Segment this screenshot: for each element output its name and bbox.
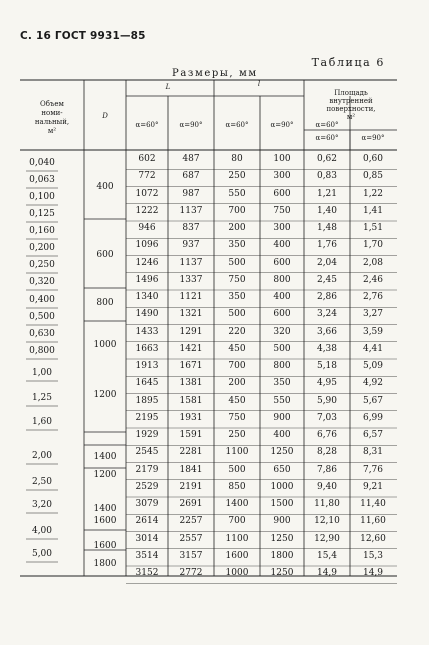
table-cell: 1321 xyxy=(179,309,203,320)
table-cell: 772 xyxy=(138,171,156,182)
header-area-line: Площадь xyxy=(334,89,368,97)
table-cell: 8,31 xyxy=(362,447,384,458)
table-cell: 1931 xyxy=(179,412,203,423)
table-cell: 800 xyxy=(273,361,291,371)
table-cell: 1,48 xyxy=(316,223,338,233)
diameter-cell: 800 xyxy=(96,298,114,308)
table-cell: 2257 xyxy=(179,516,203,527)
table-cell: 5,67 xyxy=(362,395,384,406)
table-cell: 7,03 xyxy=(316,412,338,423)
table-cell: 2281 xyxy=(179,447,203,458)
table-cell: 250 xyxy=(228,430,246,440)
table-cell: 2691 xyxy=(179,499,203,509)
header-area-line: поверхности, xyxy=(326,105,376,113)
table-cell: 1250 xyxy=(270,533,294,544)
volume-cell: 0,100 xyxy=(29,192,55,202)
table-cell: 1,22 xyxy=(362,188,384,199)
table-cell: 1645 xyxy=(135,378,159,389)
header-alpha60: α=60° xyxy=(135,121,159,129)
table-cell: 1433 xyxy=(135,326,159,337)
table-cell: 1137 xyxy=(179,205,203,216)
table-cell: 2614 xyxy=(135,516,159,527)
table-cell: 2,76 xyxy=(362,292,384,302)
table-cell: 2191 xyxy=(179,481,203,492)
table-cell: 3,27 xyxy=(362,309,384,320)
table-cell: 1000 xyxy=(270,481,294,492)
header-alpha90: α=90° xyxy=(270,121,294,129)
table-cell: 9,40 xyxy=(316,481,338,492)
table-cell: 450 xyxy=(228,395,246,406)
table-cell: 3,24 xyxy=(316,309,338,320)
table-cell: 1663 xyxy=(135,343,159,354)
header-volume-line: м² xyxy=(47,127,57,135)
table-cell: 4,38 xyxy=(316,343,338,354)
volume-cell: 0,160 xyxy=(29,226,55,236)
table-cell: 500 xyxy=(273,343,291,354)
table-cell: 1,76 xyxy=(316,240,338,251)
table-cell: 1929 xyxy=(135,430,159,440)
header-alpha60: α=60° xyxy=(315,121,339,129)
table-cell: 6,99 xyxy=(362,412,384,423)
table-cell: 2,08 xyxy=(362,257,384,268)
table-cell: 1246 xyxy=(135,257,159,268)
table-cell: 5,90 xyxy=(316,395,338,406)
header-volume-line: нальный, xyxy=(34,118,70,126)
header-volume-line: Объем xyxy=(40,100,64,108)
volume-cell: 1,25 xyxy=(31,393,53,403)
table-cell: 600 xyxy=(273,309,291,320)
volume-cell: 4,00 xyxy=(31,526,53,536)
table-cell: 300 xyxy=(273,171,291,182)
header-alpha60: α=60° xyxy=(225,121,249,129)
table-cell: 0,62 xyxy=(316,154,338,164)
table-cell: 3157 xyxy=(179,550,203,561)
table-cell: 850 xyxy=(228,481,246,492)
volume-cell: 0,320 xyxy=(29,277,55,287)
table-cell: 600 xyxy=(273,188,291,199)
volume-cell: 1,60 xyxy=(31,417,53,427)
table-title: Таблица 6 xyxy=(311,56,385,69)
table-cell: 12,10 xyxy=(314,516,340,527)
table-cell: 350 xyxy=(228,292,246,302)
table-cell: 5,09 xyxy=(362,361,384,371)
table-cell: 3014 xyxy=(135,533,159,544)
table-cell: 837 xyxy=(182,223,200,233)
header-l: l xyxy=(257,80,261,88)
table-cell: 750 xyxy=(228,412,246,423)
header-alpha90: α=90° xyxy=(179,121,203,129)
volume-cell: 1,00 xyxy=(31,368,53,378)
page-header: С. 16 ГОСТ 9931—85 xyxy=(20,30,146,42)
table-cell: 1100 xyxy=(225,447,249,458)
volume-cell: 2,50 xyxy=(31,477,53,487)
table-cell: 15,4 xyxy=(316,550,338,561)
table-cell: 600 xyxy=(273,257,291,268)
header-L: L xyxy=(165,83,171,91)
volume-cell: 0,500 xyxy=(29,312,55,322)
table-cell: 700 xyxy=(228,516,246,527)
table-cell: 320 xyxy=(273,326,291,337)
table-cell: 2,86 xyxy=(316,292,338,302)
table-cell: 400 xyxy=(273,292,291,302)
table-cell: 3514 xyxy=(135,550,159,561)
table-cell: 4,41 xyxy=(362,343,384,354)
table-cell: 200 xyxy=(228,378,246,389)
diameter-cell: 1800 xyxy=(93,559,117,569)
table-cell: 9,21 xyxy=(362,481,384,492)
volume-cell: 0,250 xyxy=(29,260,55,270)
table-cell: 1841 xyxy=(179,464,203,475)
header-area-line: м² xyxy=(346,113,356,121)
volume-cell: 0,063 xyxy=(29,175,55,185)
table-cell: 80 xyxy=(231,154,243,164)
table-cell: 7,86 xyxy=(316,464,338,475)
table-cell: 0,85 xyxy=(362,171,384,182)
table-cell: 1600 xyxy=(225,550,249,561)
table-cell: 1421 xyxy=(179,343,203,354)
diameter-cell: 1600 xyxy=(93,516,117,526)
table-cell: 14,9 xyxy=(362,568,384,578)
table-cell: 1913 xyxy=(135,361,159,371)
table-cell: 3,59 xyxy=(362,326,384,337)
table-cell: 1895 xyxy=(135,395,159,406)
table-cell: 1400 xyxy=(225,499,249,509)
table-cell: 4,92 xyxy=(362,378,384,389)
table-cell: 2195 xyxy=(135,412,159,423)
table-cell: 1381 xyxy=(179,378,203,389)
table-cell: 3152 xyxy=(135,568,159,578)
table-cell: 14,9 xyxy=(316,568,338,578)
volume-cell: 0,800 xyxy=(29,346,55,356)
table-cell: 6,76 xyxy=(316,430,338,440)
diameter-cell: 400 xyxy=(96,182,114,192)
table-cell: 500 xyxy=(228,464,246,475)
table-cell: 1340 xyxy=(135,292,159,302)
table-cell: 1581 xyxy=(179,395,203,406)
table-cell: 1,21 xyxy=(316,188,338,199)
table-cell: 8,28 xyxy=(316,447,338,458)
table-cell: 1490 xyxy=(135,309,159,320)
table-cell: 700 xyxy=(228,205,246,216)
table-cell: 500 xyxy=(228,309,246,320)
table-cell: 1250 xyxy=(270,447,294,458)
table-cell: 350 xyxy=(228,240,246,251)
table-cell: 1500 xyxy=(270,499,294,509)
volume-cell: 0,040 xyxy=(29,158,55,168)
header-alpha90: α=90° xyxy=(361,134,385,142)
table-cell: 3079 xyxy=(135,499,159,509)
volume-cell: 2,00 xyxy=(31,451,53,461)
table-cell: 11,60 xyxy=(360,516,386,527)
table-cell: 1291 xyxy=(179,326,203,337)
diameter-cell: 1400 xyxy=(93,504,117,514)
table-cell: 100 xyxy=(273,154,291,164)
table-cell: 1121 xyxy=(179,292,203,302)
table-cell: 937 xyxy=(182,240,200,251)
table-cell: 220 xyxy=(228,326,246,337)
table-cell: 1000 xyxy=(225,568,249,578)
volume-cell: 0,400 xyxy=(29,295,55,305)
table-cell: 487 xyxy=(182,154,200,164)
table-cell: 1,40 xyxy=(316,205,338,216)
table-cell: 700 xyxy=(228,361,246,371)
table-cell: 1137 xyxy=(179,257,203,268)
table-cell: 800 xyxy=(273,274,291,285)
volume-cell: 3,20 xyxy=(31,500,53,510)
table-cell: 400 xyxy=(273,430,291,440)
table-cell: 0,60 xyxy=(362,154,384,164)
table-cell: 4,95 xyxy=(316,378,338,389)
table-cell: 987 xyxy=(182,188,200,199)
table-cell: 2,45 xyxy=(316,274,338,285)
table-cell: 6,57 xyxy=(362,430,384,440)
header-volume-line: номи- xyxy=(41,109,63,117)
table-cell: 15,3 xyxy=(362,550,384,561)
table-cell: 602 xyxy=(138,154,156,164)
table-cell: 2557 xyxy=(179,533,203,544)
table-cell: 1072 xyxy=(135,188,159,199)
table-cell: 2545 xyxy=(135,447,159,458)
table-cell: 1,41 xyxy=(362,205,384,216)
table-cell: 7,76 xyxy=(362,464,384,475)
table-cell: 1096 xyxy=(135,240,159,251)
header-area-line: внутренней xyxy=(329,97,373,105)
dimensions-title: Размеры, мм xyxy=(172,68,258,79)
diameter-cell: 600 xyxy=(96,250,114,260)
volume-cell: 0,125 xyxy=(29,209,55,219)
table-cell: 1496 xyxy=(135,274,159,285)
table-cell: 2179 xyxy=(135,464,159,475)
table-cell: 900 xyxy=(273,516,291,527)
table-cell: 300 xyxy=(273,223,291,233)
table-cell: 1337 xyxy=(179,274,203,285)
table-cell: 3,66 xyxy=(316,326,338,337)
table-cell: 1591 xyxy=(179,430,203,440)
table-cell: 11,80 xyxy=(314,499,340,509)
table-cell: 1,70 xyxy=(362,240,384,251)
table-cell: 1800 xyxy=(270,550,294,561)
table-cell: 550 xyxy=(228,188,246,199)
table-cell: 200 xyxy=(228,223,246,233)
table-cell: 2772 xyxy=(179,568,203,578)
table-cell: 1250 xyxy=(270,568,294,578)
diameter-cell: 1200 xyxy=(93,470,117,480)
diameter-cell: 1400 xyxy=(93,452,117,462)
table-cell: 750 xyxy=(273,205,291,216)
table-cell: 500 xyxy=(228,257,246,268)
table-cell: 2,46 xyxy=(362,274,384,285)
table-cell: 11,40 xyxy=(360,499,386,509)
table-cell: 12,90 xyxy=(314,533,340,544)
table-cell: 750 xyxy=(228,274,246,285)
table-cell: 1671 xyxy=(179,361,203,371)
table-cell: 900 xyxy=(273,412,291,423)
table-cell: 2529 xyxy=(135,481,159,492)
table-cell: 550 xyxy=(273,395,291,406)
table-cell: 0,83 xyxy=(316,171,338,182)
table-cell: 2,04 xyxy=(316,257,338,268)
header-D: D xyxy=(102,112,108,120)
diameter-cell: 1600 xyxy=(93,541,117,551)
table-cell: 1100 xyxy=(225,533,249,544)
table-cell: 350 xyxy=(273,378,291,389)
volume-cell: 5,00 xyxy=(31,549,53,559)
table-cell: 687 xyxy=(182,171,200,182)
volume-cell: 0,630 xyxy=(29,329,55,339)
diameter-cell: 1000 xyxy=(93,340,117,350)
table-cell: 450 xyxy=(228,343,246,354)
table-cell: 5,18 xyxy=(316,361,338,371)
table-cell: 1,51 xyxy=(362,223,384,233)
diameter-cell: 1200 xyxy=(93,390,117,400)
table-cell: 12,60 xyxy=(360,533,386,544)
table-cell: 400 xyxy=(273,240,291,251)
volume-cell: 0,200 xyxy=(29,243,55,253)
header-alpha60: α=60° xyxy=(315,134,339,142)
table-cell: 1222 xyxy=(135,205,159,216)
table-cell: 250 xyxy=(228,171,246,182)
table-cell: 650 xyxy=(273,464,291,475)
table-cell: 946 xyxy=(138,223,156,233)
